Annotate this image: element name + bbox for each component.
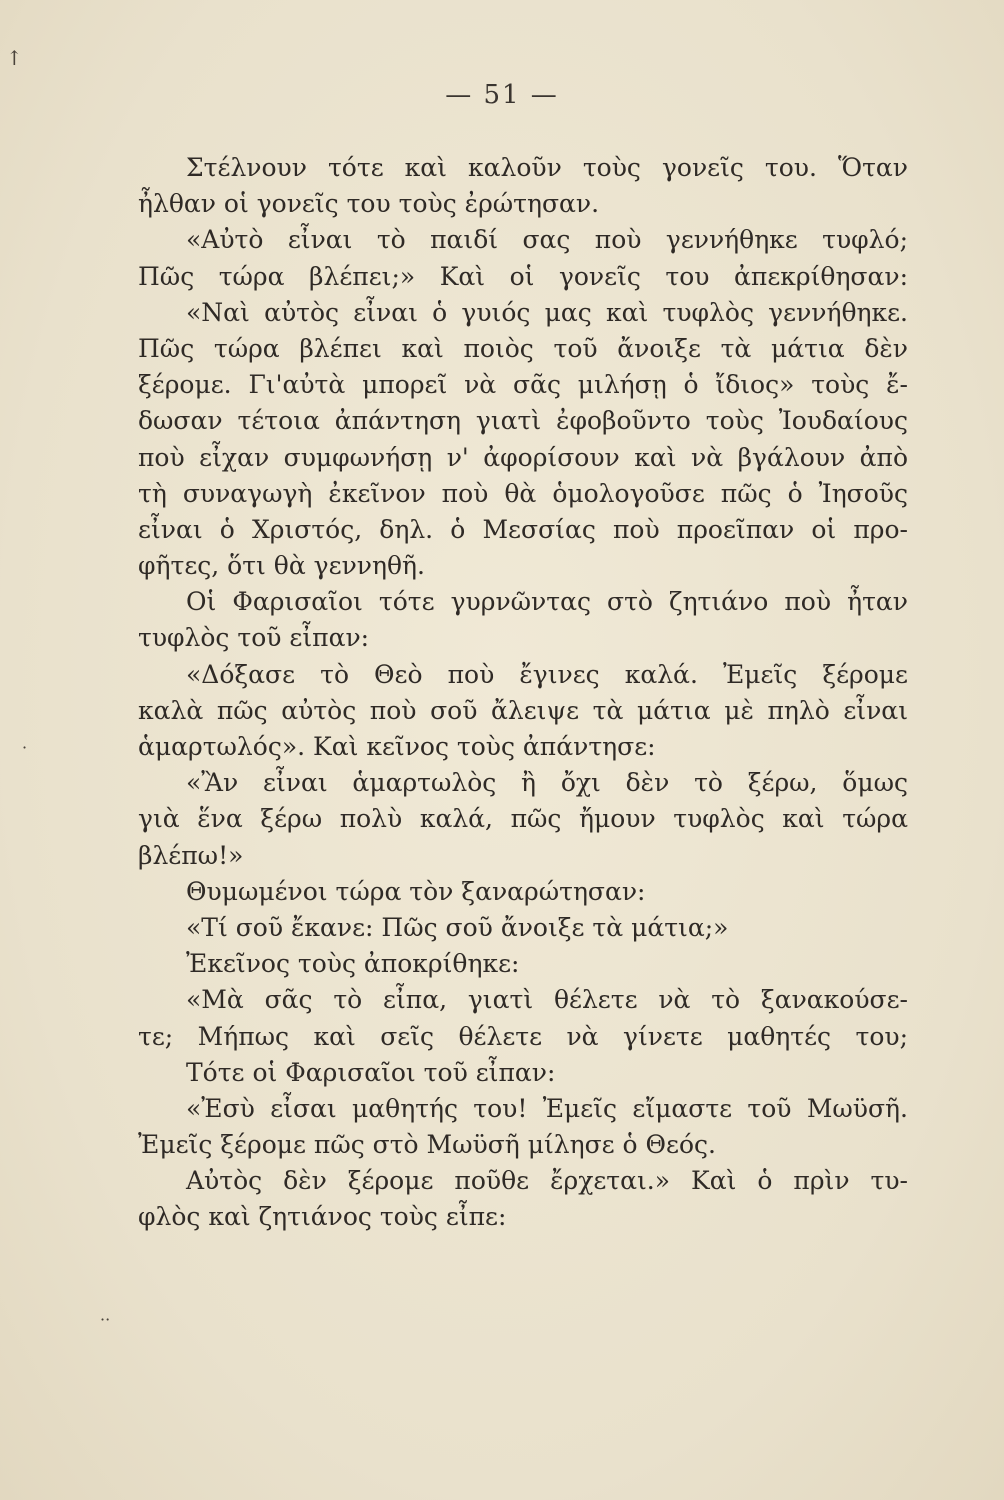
text-line: ἦλθαν οἱ γονεῖς του τοὺς ἐρώτησαν. xyxy=(138,189,600,219)
text-line: «Ἐσὺ εἶσαι μαθητής του! Ἐμεῖς εἴμαστε τοῦ Μωϋσῆ. xyxy=(186,1093,908,1123)
text-line: φλὸς καὶ ζητιάνος τοὺς εἶπε: xyxy=(138,1202,507,1232)
page-number: — 51 — xyxy=(445,80,559,110)
text-line: Ἐκεῖνος τοὺς ἀποκρίθηκε: xyxy=(186,949,520,979)
text-line: «Μὰ σᾶς τὸ εἶπα, γιατὶ θέλετε νὰ τὸ ξανακούσε- xyxy=(186,985,908,1015)
margin-mark-left-lower: ·· xyxy=(100,1310,111,1329)
text-line: Στέλνουν τότε καὶ καλοῦν τοὺς γονεῖς του. Ὅταν xyxy=(186,153,908,182)
text-line: Αὐτὸς δὲν ξέρομε ποῦθε ἔρχεται.» Καὶ ὁ πρὶν τυ- xyxy=(186,1166,908,1196)
margin-mark-top-left: ↑ xyxy=(6,46,23,70)
text-line: τὴ συναγωγὴ ἐκεῖνον ποὺ θὰ ὁμολογοῦσε πῶς ὁ Ἰησοῦς xyxy=(138,478,908,508)
text-line: Θυμωμένοι τώρα τὸν ξαναρώτησαν: xyxy=(186,876,646,906)
text-line: ξέρομε. Γι'αὐτὰ μπορεῖ νὰ σᾶς μιλήσῃ ὁ ἴδιος» τοὺς ἔ- xyxy=(138,370,908,400)
text-line: καλὰ πῶς αὐτὸς ποὺ σοῦ ἄλειψε τὰ μάτια μὲ πηλὸ εἶναι xyxy=(138,695,908,725)
text-line: εἶναι ὁ Χριστός, δηλ. ὁ Μεσσίας ποὺ προεῖπαν οἱ προ- xyxy=(138,514,908,544)
text-line: Τότε οἱ Φαρισαῖοι τοῦ εἶπαν: xyxy=(186,1057,556,1087)
text-line: Ἐμεῖς ξέρομε πῶς στὸ Μωϋσῆ μίλησε ὁ Θεός. xyxy=(138,1130,717,1160)
margin-mark-left-middle: · xyxy=(22,738,28,757)
text-line: Πῶς τώρα βλέπει;» Καὶ οἱ γονεῖς του ἀπεκρίθησαν: xyxy=(138,261,908,291)
text-line: τυφλὸς τοῦ εἶπαν: xyxy=(138,623,370,653)
text-line: ποὺ εἶχαν συμφωνήσῃ ν' ἀφορίσουν καὶ νὰ βγάλουν ἀπὸ xyxy=(138,442,908,472)
text-line: τε; Μήπως καὶ σεῖς θέλετε νὰ γίνετε μαθητές του; xyxy=(138,1021,908,1051)
text-line: «Αὐτὸ εἶναι τὸ παιδί σας ποὺ γεννήθηκε τυφλό; xyxy=(186,225,908,255)
body-text xyxy=(138,150,908,1236)
text-line: «Ναὶ αὐτὸς εἶναι ὁ γυιός μας καὶ τυφλὸς γεννήθηκε. xyxy=(186,297,908,327)
text-line: Πῶς τώρα βλέπει καὶ ποιὸς τοῦ ἄνοιξε τὰ μάτια δὲν xyxy=(138,333,908,363)
text-line: Οἱ Φαρισαῖοι τότε γυρνῶντας στὸ ζητιάνο ποὺ ἦταν xyxy=(186,587,908,617)
text-line: «Ἂν εἶναι ἁμαρτωλὸς ἢ ὄχι δὲν τὸ ξέρω, ὅμως xyxy=(186,768,908,798)
text-line: «Τί σοῦ ἔκανε: Πῶς σοῦ ἄνοιξε τὰ μάτια;» xyxy=(186,912,729,942)
text-line: ἁμαρτωλός». Καὶ κεῖνος τοὺς ἀπάντησε: xyxy=(138,732,656,761)
text-line: δωσαν τέτοια ἀπάντηση γιατὶ ἐφοβοῦντο τοὺς Ἰουδαίους xyxy=(138,406,908,436)
text-line: βλέπω!» xyxy=(138,840,244,870)
text-line: γιὰ ἕνα ξέρω πολὺ καλά, πῶς ἤμουν τυφλὸς καὶ τώρα xyxy=(138,804,908,834)
text-line: «Δόξασε τὸ Θεὸ ποὺ ἔγινες καλά. Ἐμεῖς ξέρομε xyxy=(186,659,908,689)
text-line: φῆτες, ὅτι θὰ γεννηθῆ. xyxy=(138,551,425,581)
